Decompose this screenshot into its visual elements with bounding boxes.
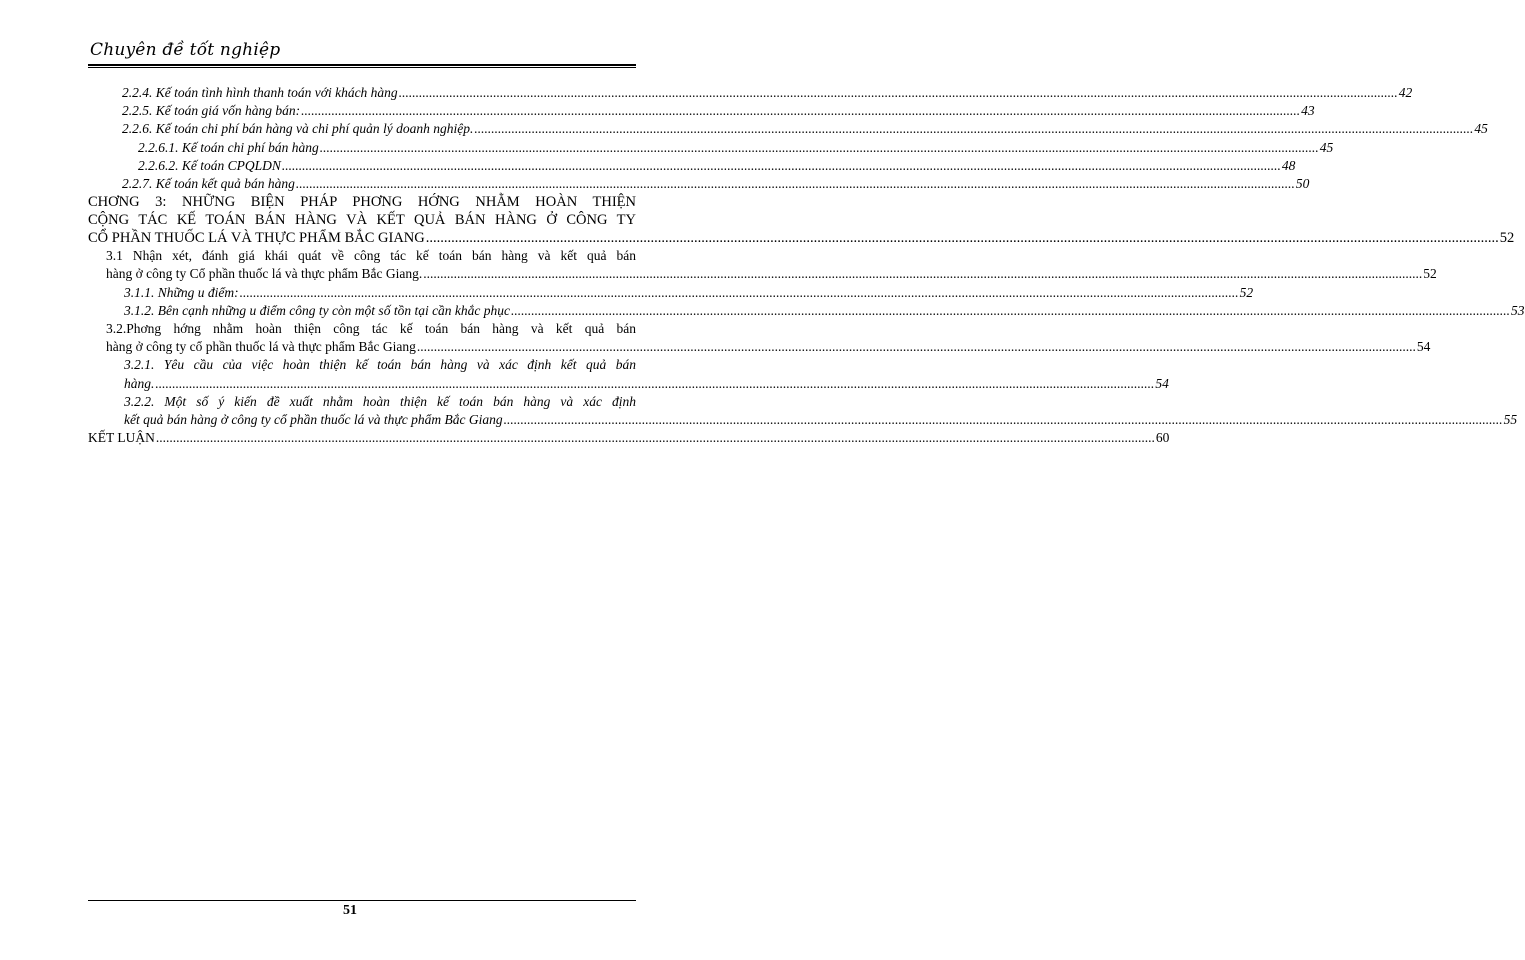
toc-entry-2-2-6[interactable]: 2.2.6. Kế toán chi phí bán hàng và chi phí quản lý doanh nghiệp. ..... 45	[88, 120, 636, 138]
toc-entry-2-2-7[interactable]: 2.2.7. Kế toán kết quả bán hàng ..... 50	[88, 175, 636, 193]
header-rule	[88, 64, 636, 68]
toc-entry-2-2-6-1[interactable]: 2.2.6.1. Kế toán chi phí bán hàng ..... 45	[88, 139, 636, 157]
toc-entry-3-2[interactable]: 3.2.Phơng hớng nhằm hoàn thiện công tác kế toán bán hàng và kết quả bán hàng ở công ty cổ phần thuốc lá và thực phẩm Bắc Giang ..... 54	[88, 320, 636, 356]
toc-entry-chapter-3[interactable]: CHƠNG 3: NHỮNG BIỆN PHÁP PHƠNG HỚNG NHẰM HOÀN THIỆN CỘNG TÁC KẾ TOÁN BÁN HÀNG VÀ KẾT QUẢ BÁN HÀNG Ở CÔNG TY CỔ PHẦN THUỐC LÁ VÀ THỰC PHẨM BẮC GIANG ..... 52	[88, 193, 636, 247]
toc-entry-2-2-6-2[interactable]: 2.2.6.2. Kế toán CPQLDN ..... 48	[88, 157, 636, 175]
page-header-title: Chuyên đề tốt nghiệp	[90, 40, 281, 60]
page-number: 51	[343, 903, 357, 918]
toc-entry-3-1[interactable]: 3.1 Nhận xét, đánh giá khái quát về công tác kế toán bán hàng và kết quả bán hàng ở công ty Cổ phần thuốc lá và thực phẩm Bắc Giang. ..... 52	[88, 247, 636, 283]
toc-entry-3-2-1[interactable]: 3.2.1. Yêu cầu của việc hoàn thiện kế toán bán hàng và xác định kết quả bán hàng. ..... 54	[88, 356, 636, 392]
toc-entry-3-1-2[interactable]: 3.1.2. Bên cạnh những u điểm công ty còn một số tồn tại cần khắc phục ..... 53	[88, 302, 636, 320]
toc-entry-3-1-1[interactable]: 3.1.1. Những u điểm: ..... 52	[88, 284, 636, 302]
toc-entry-2-2-5[interactable]: 2.2.5. Kế toán giá vốn hàng bán: ..... 43	[88, 102, 636, 120]
toc-entry-2-2-4[interactable]: 2.2.4. Kế toán tình hình thanh toán với khách hàng ..... 42	[88, 84, 636, 102]
footer-rule	[88, 900, 636, 901]
table-of-contents	[88, 84, 1525, 447]
toc-entry-3-2-2[interactable]: 3.2.2. Một số ý kiến đề xuất nhằm hoàn thiện kế toán bán hàng và xác định kết quả bán hàng ở công ty cổ phần thuốc lá và thực phẩm Bắc Giang ..... 55	[88, 393, 636, 429]
toc-entry-ket-luan[interactable]: KẾT LUẬN ..... 60	[88, 429, 636, 447]
